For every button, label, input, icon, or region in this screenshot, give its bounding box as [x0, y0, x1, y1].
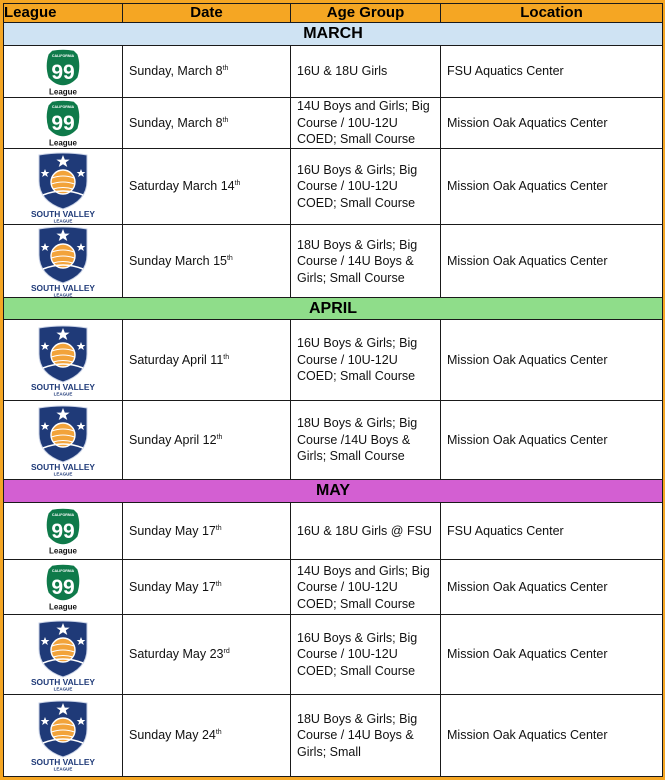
ca99-california-text: CALIFORNIA — [51, 105, 75, 110]
date-text: Sunday April 12 — [129, 432, 217, 447]
age-group-cell: 16U & 18U Girls — [291, 46, 441, 98]
location-cell: Mission Oak Aquatics Center — [441, 694, 663, 776]
date-cell — [123, 503, 291, 560]
date-ordinal-suffix: th — [223, 353, 230, 361]
age-group-cell: 14U Boys and Girls; Big Course / 10U-12U COED; Small Course — [291, 560, 441, 615]
south-valley-league-logo — [21, 324, 105, 396]
date-text: Sunday, March 8 — [129, 64, 223, 79]
month-label: APRIL — [4, 298, 663, 320]
date-text: Sunday March 15 — [129, 254, 227, 268]
location-cell: Mission Oak Aquatics Center — [441, 400, 663, 479]
date-text: Sunday, March 8 — [129, 115, 223, 130]
date-ordinal-suffix: th — [215, 728, 222, 736]
location-cell: FSU Aquatics Center — [441, 46, 663, 98]
south-valley-league-logo — [21, 619, 105, 691]
sv-league-text: LEAGUE — [53, 218, 73, 223]
california-99-league-logo — [41, 99, 85, 147]
california-99-league-logo — [41, 48, 85, 96]
age-group-cell: 16U Boys & Girls; Big Course / 10U-12U COED; Small Course — [291, 615, 441, 694]
date-ordinal-suffix: th — [215, 580, 222, 588]
date-ordinal-suffix: th — [226, 254, 233, 262]
ca99-number-text: 99 — [51, 60, 75, 84]
sv-league-text: LEAGUE — [53, 766, 73, 772]
header-date: Date — [123, 4, 291, 23]
date-text: Saturday March 14 — [129, 179, 235, 194]
age-group-cell: 18U Boys & Girls; Big Course / 14U Boys & Girls; Small Course — [291, 225, 441, 298]
date-ordinal-suffix: rd — [223, 648, 230, 656]
month-row-may — [4, 479, 663, 502]
sv-league-text: LEAGUE — [53, 391, 73, 397]
ca99-league-text: League — [48, 546, 78, 556]
sv-name-text: SOUTH VALLEY — [30, 757, 96, 768]
date-ordinal-suffix: th — [222, 116, 229, 124]
date-ordinal-suffix: th — [234, 180, 241, 188]
location-cell: Mission Oak Aquatics Center — [441, 148, 663, 224]
league-cell — [4, 320, 123, 400]
month-label: MAY — [4, 479, 663, 502]
header-row — [4, 4, 663, 23]
date-ordinal-suffix: th — [216, 433, 223, 441]
sv-league-text: LEAGUE — [53, 471, 73, 476]
age-group-cell: 16U Boys & Girls; Big Course / 10U-12U COED; Small Course — [291, 148, 441, 224]
league-cell — [4, 225, 123, 298]
league-cell — [4, 148, 123, 224]
date-ordinal-suffix: th — [222, 65, 229, 73]
league-cell — [4, 98, 123, 149]
ca99-california-text: CALIFORNIA — [51, 513, 75, 518]
location-cell: Mission Oak Aquatics Center — [441, 560, 663, 615]
table-row — [4, 694, 663, 776]
table-row — [4, 400, 663, 479]
south-valley-league-logo — [21, 699, 105, 771]
ca99-league-text: League — [48, 87, 78, 96]
table-row — [4, 320, 663, 400]
header-age-group: Age Group — [291, 4, 441, 23]
month-row-march — [4, 23, 663, 46]
sv-name-text: SOUTH VALLEY — [30, 676, 96, 687]
league-cell — [4, 400, 123, 479]
south-valley-league-logo — [21, 151, 105, 223]
date-ordinal-suffix: th — [215, 524, 222, 532]
header-location: Location — [441, 4, 663, 23]
location-cell: Mission Oak Aquatics Center — [441, 615, 663, 694]
california-99-league-logo — [41, 507, 85, 555]
league-cell — [4, 694, 123, 776]
table-row — [4, 615, 663, 694]
table-row — [4, 46, 663, 98]
date-text: Sunday May 24 — [129, 728, 216, 743]
date-cell — [123, 148, 291, 224]
ca99-california-text: CALIFORNIA — [51, 53, 75, 58]
month-row-april — [4, 298, 663, 320]
date-cell — [123, 320, 291, 400]
table-row — [4, 225, 663, 298]
ca99-number-text: 99 — [51, 576, 75, 600]
date-cell — [123, 694, 291, 776]
date-cell — [123, 400, 291, 479]
date-cell — [123, 225, 291, 298]
league-cell — [4, 560, 123, 615]
age-group-cell: 16U Boys & Girls; Big Course / 10U-12U COED; Small Course — [291, 320, 441, 400]
age-group-cell: 14U Boys and Girls; Big Course / 10U-12U COED; Small Course — [291, 98, 441, 149]
date-text: Sunday May 17 — [129, 580, 216, 595]
ca99-california-text: CALIFORNIA — [51, 569, 75, 574]
sv-league-text: LEAGUE — [53, 686, 73, 691]
header-league: League — [4, 4, 123, 23]
age-group-cell: 18U Boys & Girls; Big Course /14U Boys & Girls; Small Course — [291, 400, 441, 479]
table-row — [4, 148, 663, 224]
schedule-table — [3, 3, 663, 777]
month-label: MARCH — [4, 23, 663, 46]
date-text: Saturday April 11 — [129, 352, 224, 367]
sv-name-text: SOUTH VALLEY — [30, 382, 96, 393]
sv-name-text: SOUTH VALLEY — [30, 208, 96, 219]
table-row — [4, 560, 663, 615]
california-99-league-logo — [41, 563, 85, 611]
sv-name-text: SOUTH VALLEY — [30, 283, 96, 294]
south-valley-league-logo — [21, 225, 105, 297]
age-group-cell: 16U & 18U Girls @ FSU — [291, 503, 441, 560]
schedule-body — [4, 23, 663, 777]
location-cell: Mission Oak Aquatics Center — [441, 98, 663, 149]
date-cell — [123, 46, 291, 98]
location-cell: Mission Oak Aquatics Center — [441, 225, 663, 298]
date-cell — [123, 615, 291, 694]
ca99-league-text: League — [48, 602, 78, 612]
league-cell — [4, 46, 123, 98]
table-row — [4, 503, 663, 560]
sv-name-text: SOUTH VALLEY — [30, 461, 96, 472]
location-cell: FSU Aquatics Center — [441, 503, 663, 560]
location-cell: Mission Oak Aquatics Center — [441, 320, 663, 400]
table-row — [4, 98, 663, 149]
age-group-cell: 18U Boys & Girls; Big Course / 14U Boys & Girls; Small — [291, 694, 441, 776]
league-cell — [4, 503, 123, 560]
ca99-number-text: 99 — [51, 112, 75, 136]
date-cell — [123, 98, 291, 149]
date-text: Sunday May 17 — [129, 523, 216, 538]
ca99-number-text: 99 — [51, 520, 75, 544]
date-text: Saturday May 23 — [129, 647, 224, 662]
date-cell — [123, 560, 291, 615]
sv-league-text: LEAGUE — [53, 292, 73, 298]
south-valley-league-logo — [21, 404, 105, 476]
ca99-league-text: League — [48, 138, 78, 148]
league-cell — [4, 615, 123, 694]
